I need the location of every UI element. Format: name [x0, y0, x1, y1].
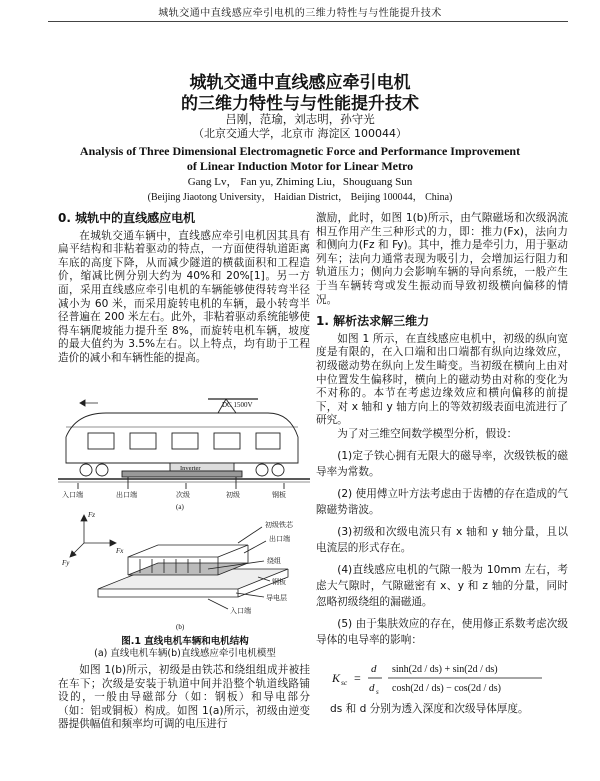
- fig-b-label-conductor: 导电层: [266, 594, 287, 602]
- section-0-paragraph: 在城轨交通车辆中，直线感应牵引电机因其具有扁平结构和非粘着驱动的特点，一方面使得轨道距离车底的高度下降，从而减少隧道的横截面积和工程造价，缩减比例分别大约为 40%和 20%[1]。另一方面，采用直线感应牵引电机的车辆能够使得转弯半径减小为 60 米，而采用旋转电机的车辆，最小转弯半径普遍在 200 米左右。此外，非粘着驱动系统能够使得车辆爬坡能力提升至 8%，而旋转电机车辆，坡度的最大值约为 3.5%左右。以上特点，均有助于工程造价的减小和车辆性能的提高。: [58, 229, 310, 364]
- fig-b-label-core: 初级铁芯: [265, 521, 293, 529]
- assumption-1: (1)定子铁心拥有无限大的磁导率，次级铁板的磁导率为常数。: [316, 449, 568, 478]
- english-authors: Gang Lv， Fan yu, Zhiming Liu，Shouguang Sun: [187, 176, 413, 188]
- vehicle-body: [66, 413, 298, 463]
- figure-caption-line-2: (a) 直线电机车辆(b)直线感应牵引电机模型: [94, 648, 276, 659]
- right-column: [316, 212, 568, 648]
- assumption-3: (3)初级和次级电流只有 x 轴和 y 轴分量，且以电流层的形式存在。: [316, 525, 568, 554]
- eq-equals: =: [354, 671, 361, 685]
- fig-b-label-steel: 钢板: [272, 578, 286, 586]
- left-bottom-paragraph: 如图 1(b)所示，初级是由铁芯和绕组组成并被挂在车下；次级是安装于轨道中间并沿整个轨道线路铺设的，一般由导磁部分（如：钢板）和导电部分（如：铝或铜板）构成。如图 1(a)所示，初级由逆变器提供幅值和频率均可调的电压进行: [58, 664, 310, 731]
- wheel: [80, 464, 92, 476]
- wheel: [96, 464, 108, 476]
- header-rule: [48, 21, 568, 22]
- section-1-paragraph-1: 如图 1 所示，在直线感应电机中，初级的纵向宽度是有限的，在入口端和出口端都有纵向边缘效应，初级磁动势在纵向上发生畸变。当初级在横向上由对中位置发生偏移时，横向上的磁动势由对称的变化为不对称的。本节在考虑边缘效应和横向偏移的前提下，对 x 轴和 y 轴方向上的等效初级表面电流进行了研究。: [316, 332, 568, 427]
- steel-plate: [98, 589, 238, 597]
- assumption-2: (2) 使用傅立叶方法考虑由于齿槽的存在造成的气隙磁势谐波。: [316, 487, 568, 516]
- wheel: [272, 464, 284, 476]
- eq-f1-num: d: [371, 663, 377, 675]
- figure-1: [58, 393, 310, 635]
- fig-a-label-entry: 入口端: [62, 491, 83, 499]
- dc-label: DC 1500V: [222, 401, 253, 409]
- fig-a-label-primary: 初级: [226, 491, 240, 499]
- window: [214, 433, 240, 449]
- section-0-heading: 0. 城轨中的直线感应电机: [58, 211, 196, 225]
- fig-b-label-entry: 入口端: [230, 607, 251, 615]
- eq-f1-den-sub: s: [376, 688, 379, 696]
- fig-b-sublabel: (b): [176, 623, 185, 631]
- title-line-1: 城轨交通中直线感应牵引电机: [189, 73, 411, 93]
- left-column-bottom: [58, 664, 310, 732]
- right-top-paragraph: 激励，此时，如图 1(b)所示，由气隙磁场和次级涡流相互作用产生三种形式的力，即：推力(Fx)，法向力和侧向力(Fz 和 Fy)。其中，推力是牵引力，用于驱动列车；法向力通常表现为吸引力，会增加运行阻力和轨道压力；侧向力会影响车辆的导向系统，一般产生于当车辆转弯或发生振动而导致初级横向偏移的情况。: [316, 212, 568, 306]
- wheel: [256, 464, 268, 476]
- figure-1a-vehicle: [58, 399, 310, 489]
- figure-caption-line-1: 图.1 直线电机车辆和电机结构: [121, 636, 249, 647]
- eq-f1-den: d: [369, 682, 375, 694]
- fig-a-label-steel: 钢板: [272, 491, 286, 499]
- window: [130, 433, 156, 449]
- equation-note: ds 和 d 分别为透入深度和次级导体厚度。: [330, 703, 529, 715]
- eq-lhs-sub: sc: [341, 678, 348, 687]
- fig-a-label-exit: 出口端: [116, 491, 137, 499]
- fx-label: Fx: [116, 547, 124, 555]
- running-header: 城轨交通中直线感应牵引电机的三维力特性与与性能提升技术: [158, 8, 442, 19]
- skin-effect-equation: [330, 658, 560, 698]
- figure-1b-motor-model: [70, 515, 288, 609]
- assumption-5: (5) 由于集肤效应的存在，使用修正系数考虑次级导体的电导率的影响：: [316, 617, 568, 646]
- english-title-line-1: Analysis of Three Dimensional Electromagnetic Force and Performance Improvement: [79, 144, 521, 158]
- fy-label: Fy: [62, 559, 70, 567]
- authors: 吕刚，范瑜，刘志明，孙守光: [225, 112, 375, 126]
- inverter-label: Inverter: [180, 465, 201, 472]
- fz-label: Fz: [88, 511, 95, 519]
- fig-b-label-winding: 绕组: [267, 557, 281, 565]
- fig-b-label-exit: 出口端: [269, 535, 290, 543]
- window: [88, 433, 114, 449]
- english-title-line-2: of Linear Induction Motor for Linear Metro: [186, 159, 414, 173]
- fig-a-sublabel: (a): [176, 503, 184, 511]
- english-affiliation: (Beijing Jiaotong University， Haidian District， Beijing 100044， China): [147, 192, 453, 203]
- left-column-top: [58, 212, 310, 366]
- affiliation: （北京交通大学，北京市 海淀区 100044）: [193, 127, 407, 140]
- title-line-2: 的三维力特性与与性能提升技术: [181, 94, 419, 114]
- eq-f2-den: cosh(2d / ds) − cos(2d / ds): [392, 683, 501, 694]
- fig-a-label-secondary: 次级: [176, 491, 190, 499]
- assumption-4: (4)直线感应电机的气隙一般为 10mm 左右，考虑大气隙时，气隙磁密有 x、y 和 z 轴的分量，同时忽略初级绕组的漏磁通。: [316, 563, 568, 608]
- eq-lhs: K: [332, 671, 341, 685]
- window: [256, 433, 280, 449]
- section-1-paragraph-2: 为了对三维空间数学模型分析，假设：: [337, 427, 518, 440]
- section-1-heading: 1. 解析法求解三维力: [316, 314, 430, 329]
- window: [172, 433, 198, 449]
- eq-f2-num: sinh(2d / ds) + sin(2d / ds): [392, 664, 498, 675]
